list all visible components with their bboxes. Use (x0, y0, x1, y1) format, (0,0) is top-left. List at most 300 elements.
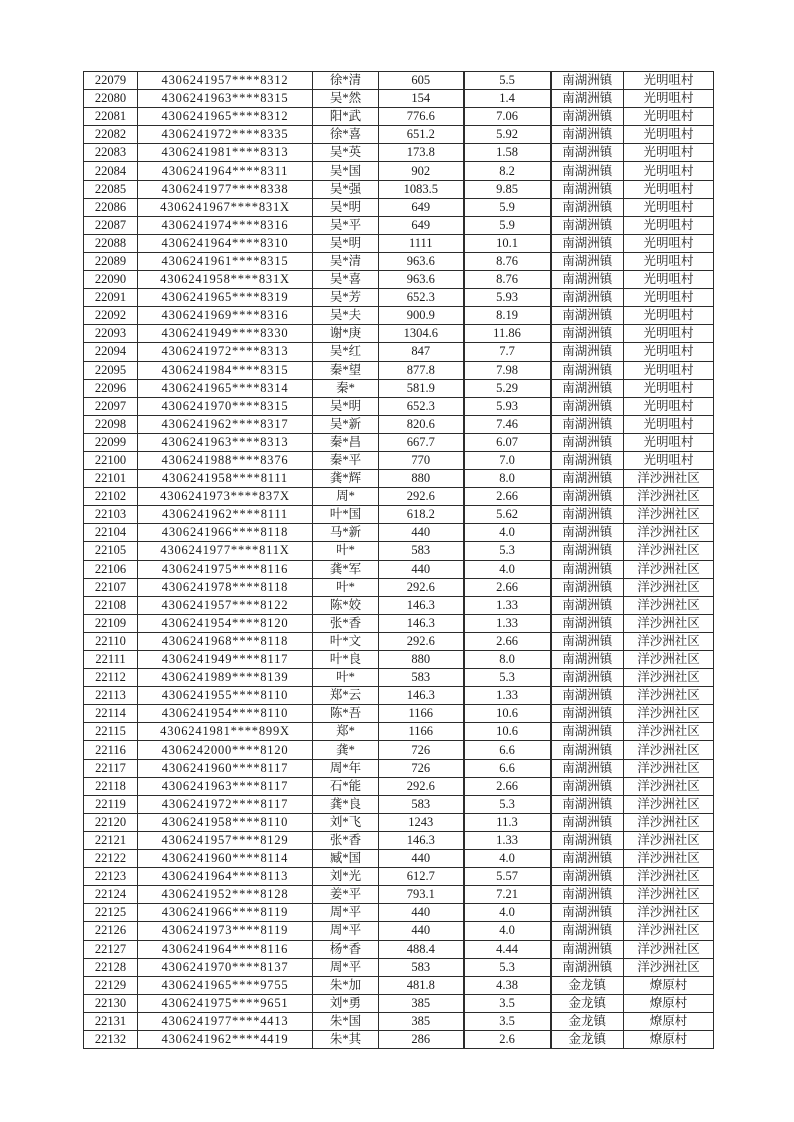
cell-town: 南湖洲镇 (551, 252, 624, 270)
cell-area: 7.21 (464, 886, 551, 904)
table-row (84, 759, 714, 777)
cell-seq: 22088 (84, 234, 138, 252)
table-row (84, 415, 714, 433)
cell-village: 光明咀村 (624, 433, 714, 451)
cell-amount: 292.6 (379, 632, 464, 650)
cell-amount: 440 (379, 922, 464, 940)
cell-amount: 1083.5 (379, 180, 464, 198)
cell-town: 南湖洲镇 (551, 850, 624, 868)
cell-name: 张*香 (313, 831, 379, 849)
cell-area: 2.66 (464, 488, 551, 506)
cell-seq: 22087 (84, 216, 138, 234)
cell-village: 光明咀村 (624, 90, 714, 108)
table-row (84, 777, 714, 795)
cell-id-number: 4306241955****8110 (138, 687, 313, 705)
cell-village: 洋沙洲社区 (624, 904, 714, 922)
cell-seq: 22092 (84, 307, 138, 325)
cell-area: 4.0 (464, 560, 551, 578)
cell-amount: 581.9 (379, 379, 464, 397)
cell-seq: 22127 (84, 940, 138, 958)
cell-name: 龚*辉 (313, 470, 379, 488)
cell-seq: 22081 (84, 108, 138, 126)
cell-amount: 902 (379, 162, 464, 180)
cell-village: 洋沙洲社区 (624, 741, 714, 759)
cell-seq: 22085 (84, 180, 138, 198)
cell-name: 叶*文 (313, 632, 379, 650)
cell-area: 4.0 (464, 922, 551, 940)
cell-area: 1.33 (464, 596, 551, 614)
cell-amount: 847 (379, 343, 464, 361)
cell-id-number: 4306241977****8338 (138, 180, 313, 198)
cell-name: 叶* (313, 578, 379, 596)
cell-area: 2.6 (464, 1030, 551, 1048)
records-table (83, 71, 714, 1049)
cell-village: 光明咀村 (624, 180, 714, 198)
cell-amount: 292.6 (379, 578, 464, 596)
cell-area: 5.62 (464, 506, 551, 524)
cell-town: 南湖洲镇 (551, 451, 624, 469)
cell-name: 徐*清 (313, 72, 379, 90)
cell-id-number: 4306241967****831X (138, 198, 313, 216)
cell-town: 南湖洲镇 (551, 560, 624, 578)
cell-village: 洋沙洲社区 (624, 940, 714, 958)
cell-name: 吴*强 (313, 180, 379, 198)
table-row (84, 289, 714, 307)
cell-village: 光明咀村 (624, 234, 714, 252)
cell-area: 4.44 (464, 940, 551, 958)
cell-village: 洋沙洲社区 (624, 632, 714, 650)
cell-seq: 22129 (84, 976, 138, 994)
cell-town: 南湖洲镇 (551, 289, 624, 307)
cell-area: 6.6 (464, 741, 551, 759)
cell-amount: 440 (379, 560, 464, 578)
cell-amount: 440 (379, 904, 464, 922)
cell-name: 石*能 (313, 777, 379, 795)
cell-amount: 667.7 (379, 433, 464, 451)
cell-id-number: 4306241969****8316 (138, 307, 313, 325)
cell-id-number: 4306241957****8129 (138, 831, 313, 849)
cell-town: 南湖洲镇 (551, 470, 624, 488)
cell-town: 南湖洲镇 (551, 108, 624, 126)
cell-id-number: 4306241964****8116 (138, 940, 313, 958)
cell-id-number: 4306241965****8312 (138, 108, 313, 126)
cell-name: 周*平 (313, 904, 379, 922)
cell-seq: 22086 (84, 198, 138, 216)
cell-town: 南湖洲镇 (551, 958, 624, 976)
cell-seq: 22114 (84, 705, 138, 723)
cell-area: 8.0 (464, 470, 551, 488)
cell-seq: 22082 (84, 126, 138, 144)
cell-amount: 146.3 (379, 687, 464, 705)
cell-amount: 286 (379, 1030, 464, 1048)
table-row (84, 126, 714, 144)
cell-id-number: 4306241988****8376 (138, 451, 313, 469)
cell-village: 燎原村 (624, 994, 714, 1012)
cell-village: 洋沙洲社区 (624, 723, 714, 741)
cell-village: 洋沙洲社区 (624, 488, 714, 506)
table-row (84, 741, 714, 759)
cell-town: 南湖洲镇 (551, 687, 624, 705)
cell-id-number: 4306241984****8315 (138, 361, 313, 379)
cell-amount: 605 (379, 72, 464, 90)
cell-id-number: 4306241981****8313 (138, 144, 313, 162)
cell-name: 周*平 (313, 922, 379, 940)
cell-name: 吴*清 (313, 252, 379, 270)
cell-area: 2.66 (464, 777, 551, 795)
cell-area: 5.57 (464, 868, 551, 886)
cell-name: 郑* (313, 723, 379, 741)
cell-name: 吴*明 (313, 234, 379, 252)
cell-amount: 880 (379, 470, 464, 488)
cell-name: 周*年 (313, 759, 379, 777)
cell-id-number: 4306241964****8113 (138, 868, 313, 886)
table-row (84, 252, 714, 270)
cell-name: 吴*然 (313, 90, 379, 108)
cell-seq: 22104 (84, 524, 138, 542)
cell-id-number: 4306241978****8118 (138, 578, 313, 596)
cell-amount: 146.3 (379, 831, 464, 849)
cell-id-number: 4306241954****8110 (138, 705, 313, 723)
table-row (84, 886, 714, 904)
cell-amount: 173.8 (379, 144, 464, 162)
cell-area: 1.58 (464, 144, 551, 162)
cell-town: 南湖洲镇 (551, 777, 624, 795)
cell-name: 周* (313, 488, 379, 506)
cell-seq: 22095 (84, 361, 138, 379)
cell-town: 南湖洲镇 (551, 216, 624, 234)
cell-town: 南湖洲镇 (551, 433, 624, 451)
cell-village: 光明咀村 (624, 361, 714, 379)
cell-seq: 22118 (84, 777, 138, 795)
cell-area: 1.33 (464, 614, 551, 632)
cell-id-number: 4306241961****8315 (138, 252, 313, 270)
cell-village: 光明咀村 (624, 162, 714, 180)
cell-town: 南湖洲镇 (551, 271, 624, 289)
cell-village: 洋沙洲社区 (624, 560, 714, 578)
table-row (84, 687, 714, 705)
cell-name: 叶*良 (313, 651, 379, 669)
cell-seq: 22103 (84, 506, 138, 524)
cell-name: 吴*明 (313, 198, 379, 216)
table-row (84, 651, 714, 669)
cell-name: 陈*姣 (313, 596, 379, 614)
cell-village: 洋沙洲社区 (624, 506, 714, 524)
cell-town: 南湖洲镇 (551, 723, 624, 741)
cell-seq: 22089 (84, 252, 138, 270)
cell-town: 南湖洲镇 (551, 813, 624, 831)
cell-village: 洋沙洲社区 (624, 886, 714, 904)
cell-seq: 22119 (84, 795, 138, 813)
table-row (84, 325, 714, 343)
cell-id-number: 4306241962****4419 (138, 1030, 313, 1048)
cell-town: 南湖洲镇 (551, 922, 624, 940)
cell-id-number: 4306241970****8315 (138, 397, 313, 415)
cell-village: 洋沙洲社区 (624, 850, 714, 868)
cell-name: 秦*望 (313, 361, 379, 379)
cell-name: 郑*云 (313, 687, 379, 705)
cell-town: 南湖洲镇 (551, 415, 624, 433)
cell-amount: 877.8 (379, 361, 464, 379)
cell-amount: 1111 (379, 234, 464, 252)
cell-seq: 22115 (84, 723, 138, 741)
cell-town: 南湖洲镇 (551, 72, 624, 90)
cell-amount: 583 (379, 542, 464, 560)
cell-village: 光明咀村 (624, 343, 714, 361)
cell-village: 洋沙洲社区 (624, 669, 714, 687)
table-row (84, 904, 714, 922)
cell-village: 燎原村 (624, 1030, 714, 1048)
table-row (84, 307, 714, 325)
cell-area: 10.1 (464, 234, 551, 252)
cell-town: 南湖洲镇 (551, 669, 624, 687)
cell-seq: 22116 (84, 741, 138, 759)
cell-amount: 154 (379, 90, 464, 108)
cell-amount: 440 (379, 524, 464, 542)
cell-town: 南湖洲镇 (551, 325, 624, 343)
cell-name: 秦*平 (313, 451, 379, 469)
cell-name: 杨*香 (313, 940, 379, 958)
cell-name: 秦*昌 (313, 433, 379, 451)
cell-amount: 1166 (379, 705, 464, 723)
cell-seq: 22128 (84, 958, 138, 976)
cell-amount: 292.6 (379, 777, 464, 795)
cell-name: 周*平 (313, 958, 379, 976)
table-row (84, 596, 714, 614)
cell-name: 叶* (313, 669, 379, 687)
cell-name: 臧*国 (313, 850, 379, 868)
cell-name: 朱*其 (313, 1030, 379, 1048)
cell-name: 龚*良 (313, 795, 379, 813)
cell-amount: 793.1 (379, 886, 464, 904)
cell-name: 吴*国 (313, 162, 379, 180)
cell-amount: 651.2 (379, 126, 464, 144)
cell-town: 南湖洲镇 (551, 343, 624, 361)
cell-name: 叶* (313, 542, 379, 560)
cell-seq: 22093 (84, 325, 138, 343)
table-row (84, 234, 714, 252)
cell-town: 南湖洲镇 (551, 651, 624, 669)
cell-town: 南湖洲镇 (551, 831, 624, 849)
table-row (84, 180, 714, 198)
cell-village: 洋沙洲社区 (624, 958, 714, 976)
cell-area: 8.76 (464, 252, 551, 270)
cell-village: 洋沙洲社区 (624, 614, 714, 632)
table-row (84, 669, 714, 687)
cell-seq: 22090 (84, 271, 138, 289)
cell-seq: 22130 (84, 994, 138, 1012)
cell-amount: 1304.6 (379, 325, 464, 343)
cell-village: 洋沙洲社区 (624, 470, 714, 488)
cell-id-number: 4306241965****8314 (138, 379, 313, 397)
table-row (84, 379, 714, 397)
cell-town: 南湖洲镇 (551, 126, 624, 144)
table-row (84, 723, 714, 741)
cell-village: 光明咀村 (624, 397, 714, 415)
cell-town: 南湖洲镇 (551, 705, 624, 723)
table-row (84, 72, 714, 90)
cell-area: 7.7 (464, 343, 551, 361)
table-row (84, 994, 714, 1012)
cell-seq: 22126 (84, 922, 138, 940)
cell-seq: 22120 (84, 813, 138, 831)
table-row (84, 216, 714, 234)
cell-town: 金龙镇 (551, 1030, 624, 1048)
cell-id-number: 4306241958****831X (138, 271, 313, 289)
cell-village: 光明咀村 (624, 325, 714, 343)
cell-area: 4.0 (464, 850, 551, 868)
cell-village: 光明咀村 (624, 198, 714, 216)
cell-seq: 22097 (84, 397, 138, 415)
cell-area: 1.4 (464, 90, 551, 108)
cell-amount: 900.9 (379, 307, 464, 325)
cell-town: 南湖洲镇 (551, 904, 624, 922)
cell-seq: 22080 (84, 90, 138, 108)
cell-name: 陈*吾 (313, 705, 379, 723)
cell-village: 光明咀村 (624, 271, 714, 289)
cell-seq: 22101 (84, 470, 138, 488)
cell-village: 洋沙洲社区 (624, 868, 714, 886)
cell-area: 5.5 (464, 72, 551, 90)
records-tbody (84, 72, 714, 1049)
table-row (84, 451, 714, 469)
cell-id-number: 4306241963****8315 (138, 90, 313, 108)
cell-id-number: 4306241975****9651 (138, 994, 313, 1012)
cell-village: 洋沙洲社区 (624, 922, 714, 940)
cell-id-number: 4306241981****899X (138, 723, 313, 741)
cell-id-number: 4306241954****8120 (138, 614, 313, 632)
cell-amount: 583 (379, 795, 464, 813)
cell-village: 洋沙洲社区 (624, 651, 714, 669)
cell-village: 燎原村 (624, 1012, 714, 1030)
cell-seq: 22110 (84, 632, 138, 650)
cell-id-number: 4306241977****811X (138, 542, 313, 560)
cell-amount: 146.3 (379, 614, 464, 632)
table-row (84, 795, 714, 813)
cell-area: 6.6 (464, 759, 551, 777)
cell-area: 7.98 (464, 361, 551, 379)
cell-seq: 22100 (84, 451, 138, 469)
cell-id-number: 4306241974****8316 (138, 216, 313, 234)
cell-amount: 488.4 (379, 940, 464, 958)
cell-seq: 22099 (84, 433, 138, 451)
cell-name: 马*新 (313, 524, 379, 542)
cell-town: 南湖洲镇 (551, 307, 624, 325)
cell-amount: 820.6 (379, 415, 464, 433)
cell-town: 南湖洲镇 (551, 524, 624, 542)
table-row (84, 198, 714, 216)
cell-name: 姜*平 (313, 886, 379, 904)
cell-area: 5.93 (464, 397, 551, 415)
cell-seq: 22131 (84, 1012, 138, 1030)
cell-village: 洋沙洲社区 (624, 524, 714, 542)
cell-id-number: 4306241958****8111 (138, 470, 313, 488)
cell-town: 南湖洲镇 (551, 90, 624, 108)
table-row (84, 578, 714, 596)
cell-amount: 726 (379, 759, 464, 777)
cell-town: 金龙镇 (551, 976, 624, 994)
table-row (84, 271, 714, 289)
cell-id-number: 4306241963****8117 (138, 777, 313, 795)
cell-name: 吴*红 (313, 343, 379, 361)
cell-town: 南湖洲镇 (551, 162, 624, 180)
cell-seq: 22117 (84, 759, 138, 777)
cell-id-number: 4306241970****8137 (138, 958, 313, 976)
cell-seq: 22124 (84, 886, 138, 904)
cell-town: 南湖洲镇 (551, 868, 624, 886)
cell-town: 南湖洲镇 (551, 198, 624, 216)
cell-village: 光明咀村 (624, 108, 714, 126)
cell-seq: 22112 (84, 669, 138, 687)
cell-town: 南湖洲镇 (551, 361, 624, 379)
cell-name: 龚* (313, 741, 379, 759)
cell-seq: 22122 (84, 850, 138, 868)
cell-town: 南湖洲镇 (551, 542, 624, 560)
table-row (84, 488, 714, 506)
cell-town: 南湖洲镇 (551, 596, 624, 614)
cell-town: 金龙镇 (551, 1012, 624, 1030)
cell-seq: 22105 (84, 542, 138, 560)
cell-id-number: 4306241958****8110 (138, 813, 313, 831)
cell-name: 刘*勇 (313, 994, 379, 1012)
table-row (84, 614, 714, 632)
cell-name: 徐*喜 (313, 126, 379, 144)
cell-area: 11.86 (464, 325, 551, 343)
table-row (84, 361, 714, 379)
cell-area: 8.76 (464, 271, 551, 289)
cell-village: 光明咀村 (624, 379, 714, 397)
cell-area: 5.93 (464, 289, 551, 307)
cell-seq: 22084 (84, 162, 138, 180)
cell-id-number: 4306241960****8117 (138, 759, 313, 777)
cell-seq: 22102 (84, 488, 138, 506)
cell-town: 南湖洲镇 (551, 940, 624, 958)
cell-amount: 652.3 (379, 289, 464, 307)
table-row (84, 1012, 714, 1030)
cell-seq: 22132 (84, 1030, 138, 1048)
cell-name: 龚*军 (313, 560, 379, 578)
cell-id-number: 4306241966****8118 (138, 524, 313, 542)
cell-village: 洋沙洲社区 (624, 578, 714, 596)
cell-name: 叶*国 (313, 506, 379, 524)
table-row (84, 433, 714, 451)
cell-village: 光明咀村 (624, 451, 714, 469)
cell-town: 南湖洲镇 (551, 886, 624, 904)
table-row (84, 560, 714, 578)
cell-name: 吴*芳 (313, 289, 379, 307)
cell-seq: 22108 (84, 596, 138, 614)
cell-amount: 963.6 (379, 252, 464, 270)
table-row (84, 940, 714, 958)
cell-amount: 618.2 (379, 506, 464, 524)
cell-name: 张*香 (313, 614, 379, 632)
cell-area: 5.3 (464, 542, 551, 560)
cell-id-number: 4306241965****8319 (138, 289, 313, 307)
cell-seq: 22098 (84, 415, 138, 433)
table-row (84, 976, 714, 994)
cell-id-number: 4306241949****8117 (138, 651, 313, 669)
cell-area: 7.46 (464, 415, 551, 433)
cell-village: 光明咀村 (624, 216, 714, 234)
cell-seq: 22111 (84, 651, 138, 669)
cell-area: 4.38 (464, 976, 551, 994)
cell-village: 洋沙洲社区 (624, 687, 714, 705)
cell-town: 南湖洲镇 (551, 488, 624, 506)
cell-town: 南湖洲镇 (551, 795, 624, 813)
cell-amount: 146.3 (379, 596, 464, 614)
table-row (84, 922, 714, 940)
cell-id-number: 4306241962****8111 (138, 506, 313, 524)
cell-area: 11.3 (464, 813, 551, 831)
